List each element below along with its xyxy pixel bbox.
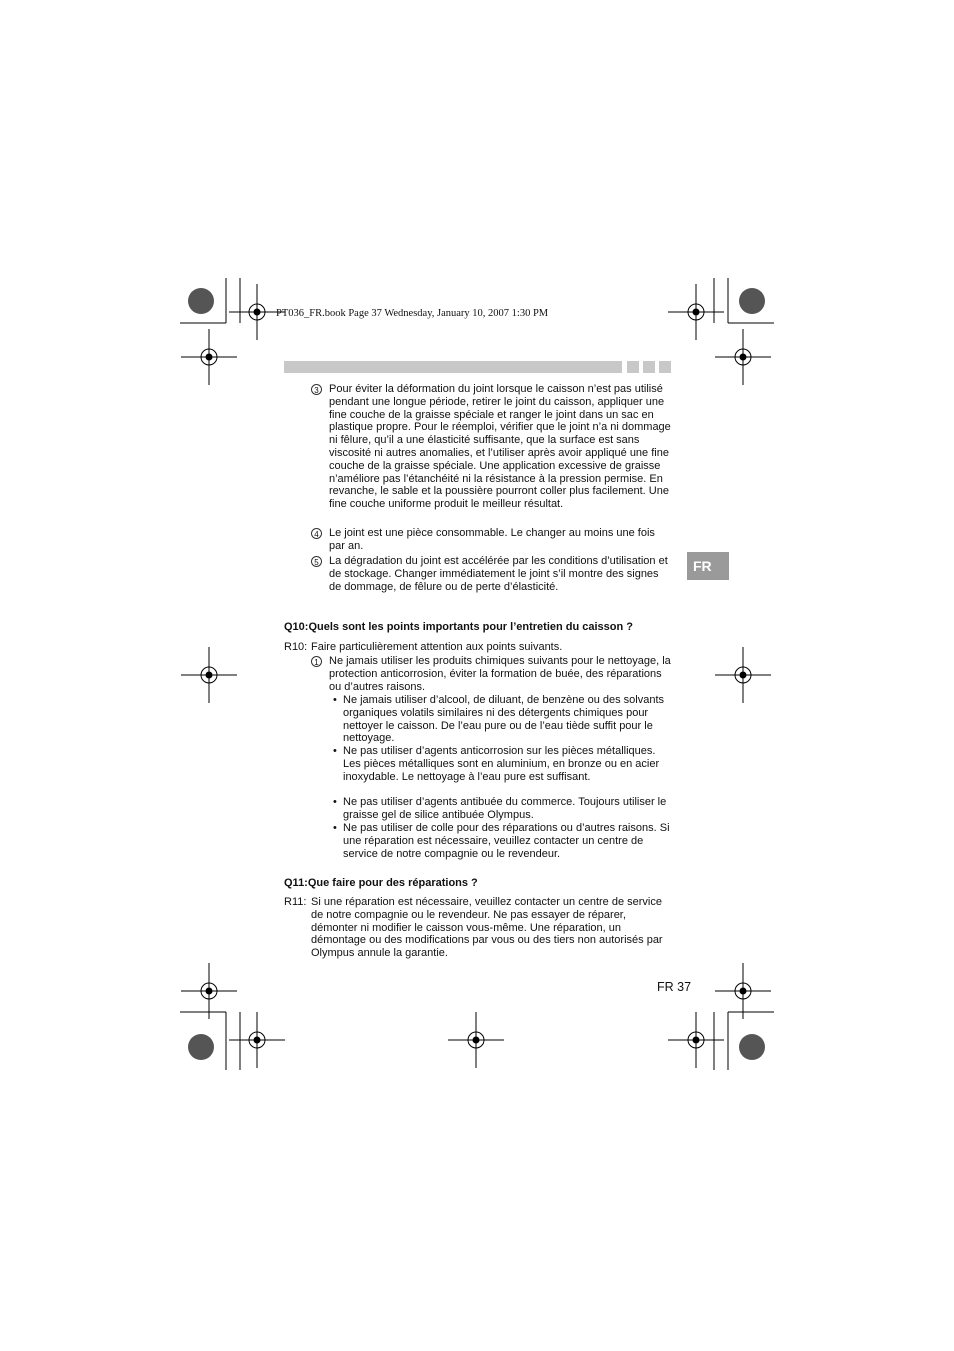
- answer-text: Faire particulièrement attention aux points suivants.: [311, 641, 563, 653]
- section-bar: [284, 361, 622, 373]
- circled-number: 1: [311, 656, 322, 667]
- starburst-icon: [739, 288, 765, 314]
- item-text: Pour éviter la déformation du joint lorsque le caisson n’est pas utilisé pendant une longue période, retirer le joint du caisson, appliquer une fine couche de la graisse spéciale et ranger le joint dans un sac en plastique propre. Pour le réemploi, vérifier que le joint n’a ni dommage ni fêlure, qu’il a une élasticité suffisante, que la surface est sans viscosité ni autres anomalies, et l’utiliser après avoir appliqué une fine couche de la graisse spéciale. Une application excessive de graisse n’améliore pas l’étanchéité ni la résistance à la pression permise. En revanche, le sable et la poussière pourront coller plus facilement. Une fine couche uniforme produit le meilleur résultat.: [329, 383, 671, 511]
- list-item: [311, 655, 671, 693]
- bullet-item: [333, 796, 673, 822]
- registration-mark-icon: [181, 963, 237, 1019]
- registration-mark-icon: [448, 1012, 504, 1068]
- list-item: [311, 555, 671, 593]
- list-item: [311, 527, 671, 553]
- answer-label: R11:: [284, 896, 307, 908]
- starburst-icon: [188, 1034, 214, 1060]
- list-item: [311, 383, 671, 511]
- section-square: [659, 361, 671, 373]
- registration-mark-icon: [181, 647, 237, 703]
- registration-mark-icon: [715, 329, 771, 385]
- bullet-dot: •: [333, 796, 337, 808]
- section-square: [627, 361, 639, 373]
- print-header: PT036_FR.book Page 37 Wednesday, January 10, 2007 1:30 PM: [276, 308, 549, 319]
- registration-mark-icon: [229, 1012, 285, 1068]
- bullet-dot: •: [333, 745, 337, 757]
- answer-text: Si une réparation est nécessaire, veuillez contacter un centre de service de notre compagnie ou le revendeur. Ne pas essayer de réparer, démonter ni modifier le caisson vous-même. Une réparation, un démontage ou des modifications par vous ou des tiers non autorisés par Olympus annule la garantie.: [311, 896, 663, 960]
- question-heading: Q10:Quels sont les points importants pour l’entretien du caisson ?: [284, 621, 633, 633]
- answer-label: R10:: [284, 641, 308, 653]
- bullet-text: Ne jamais utiliser d’alcool, de diluant, de benzène ou des solvants organiques volatils similaires ni des détergents chimiques pour nettoyer le caisson. De l’eau pure ou de l’eau tiède suffit pour le nettoyage.: [343, 694, 665, 745]
- bullet-item: [333, 745, 673, 783]
- registration-mark-icon: [715, 647, 771, 703]
- registration-mark-icon: [181, 329, 237, 385]
- circled-number: 5: [311, 556, 322, 567]
- item-text: Le joint est une pièce consommable. Le changer au moins une fois par an.: [329, 527, 655, 552]
- registration-mark-icon: [668, 1012, 724, 1068]
- bullet-dot: •: [333, 694, 337, 706]
- item-text: Ne jamais utiliser les produits chimiques suivants pour le nettoyage, la protection anticorrosion, éviter la formation de buée, des réparations ou d’autres raisons.: [329, 655, 671, 693]
- bullet-dot: •: [333, 822, 337, 834]
- item-text: La dégradation du joint est accélérée par les conditions d’utilisation et de stockage. Changer immédiatement le joint s’il montre des signes de dommage, de fêlure ou de perte d’élasticité.: [329, 555, 668, 593]
- circled-number: 4: [311, 528, 322, 539]
- bullet-text: Ne pas utiliser d’agents anticorrosion sur les pièces métalliques. Les pièces métalliques sont en aluminium, en bronze ou en acier inoxydable. Le nettoyage à l’eau pure est suffisant.: [343, 745, 660, 783]
- page-number: FR 37: [657, 980, 692, 994]
- bullet-item: [333, 822, 673, 860]
- question-heading: Q11:Que faire pour des réparations ?: [284, 877, 478, 889]
- registration-mark-icon: [715, 963, 771, 1019]
- section-square: [643, 361, 655, 373]
- circled-number: 3: [311, 384, 322, 395]
- language-tab: FR: [687, 552, 729, 580]
- starburst-icon: [188, 288, 214, 314]
- registration-mark-icon: [668, 284, 724, 340]
- bullet-text: Ne pas utiliser d’agents antibuée du commerce. Toujours utiliser le graisse gel de silice antibuée Olympus.: [343, 796, 667, 821]
- starburst-icon: [739, 1034, 765, 1060]
- bullet-item: [333, 694, 673, 745]
- bullet-text: Ne pas utiliser de colle pour des réparations ou d’autres raisons. Si une réparation est nécessaire, veuillez contacter un centre de service de notre compagnie ou le revendeur.: [343, 822, 670, 860]
